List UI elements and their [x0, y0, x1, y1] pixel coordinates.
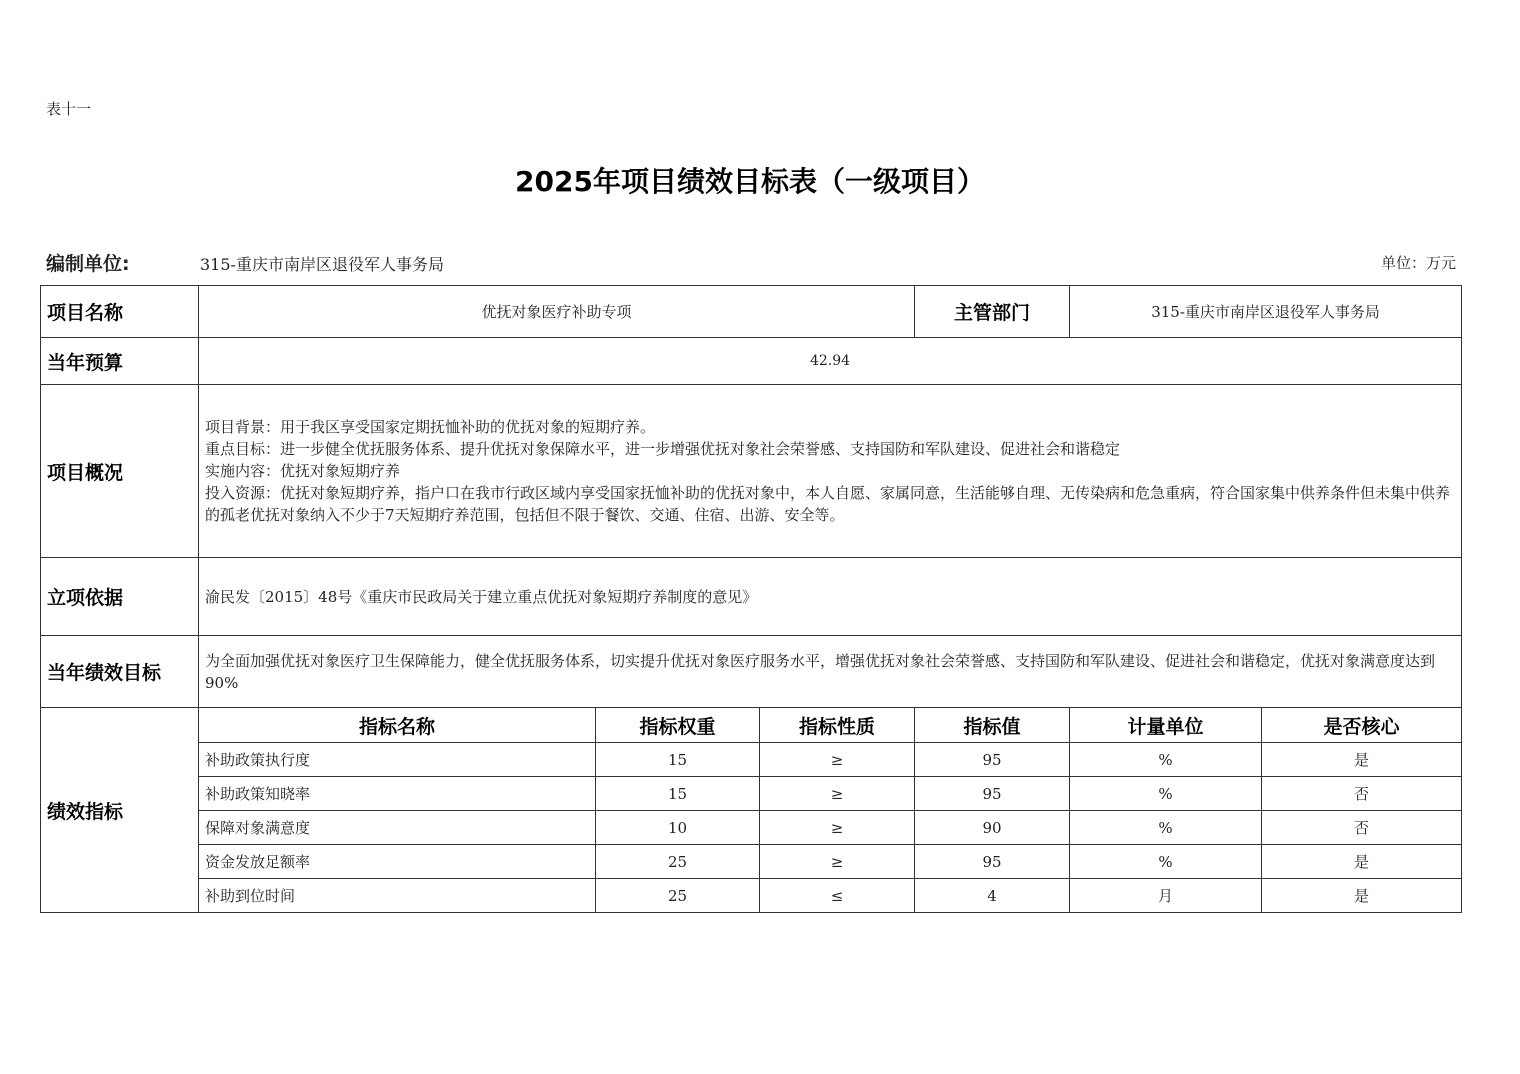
table-row — [41, 845, 1462, 879]
indicator-weight: 25 — [596, 845, 760, 879]
overview-row — [41, 385, 1462, 558]
indicator-nature: ≥ — [760, 845, 915, 879]
indicator-weight: 15 — [596, 743, 760, 777]
indicator-value: 95 — [915, 777, 1070, 811]
budget-value: 42.94 — [199, 338, 1462, 385]
indicator-weight: 15 — [596, 777, 760, 811]
indicator-value: 95 — [915, 743, 1070, 777]
compiler-value: 315-重庆市南岸区退役军人事务局 — [200, 255, 444, 274]
budget-row — [41, 338, 1462, 385]
header-unit: 计量单位 — [1070, 708, 1262, 743]
header-weight: 指标权重 — [596, 708, 760, 743]
goal-value: 为全面加强优抚对象医疗卫生保障能力，健全优抚服务体系，切实提升优抚对象医疗服务水平，增强优抚对象社会荣誉感、支持国防和军队建设、促进社会和谐稳定，优抚对象满意度达到90% — [199, 636, 1462, 708]
currency-unit: 单位：万元 — [1380, 254, 1456, 272]
indicator-nature: ≤ — [760, 879, 915, 913]
basis-label: 立项依据 — [41, 558, 199, 636]
overview-line: 实施内容：优抚对象短期疗养 — [205, 462, 401, 480]
header-core: 是否核心 — [1262, 708, 1462, 743]
indicator-weight: 10 — [596, 811, 760, 845]
basis-value: 渝民发〔2015〕48号《重庆市民政局关于建立重点优抚对象短期疗养制度的意见》 — [199, 558, 1462, 636]
indicator-unit: % — [1070, 777, 1262, 811]
overview-label: 项目概况 — [41, 385, 199, 558]
header-name: 指标名称 — [199, 708, 596, 743]
table-row — [41, 879, 1462, 913]
indicator-value: 4 — [915, 879, 1070, 913]
indicator-nature: ≥ — [760, 777, 915, 811]
table-row — [41, 743, 1462, 777]
compiler-label: 编制单位: — [46, 253, 130, 275]
indicator-value: 90 — [915, 811, 1070, 845]
header-nature: 指标性质 — [760, 708, 915, 743]
project-name-label: 项目名称 — [41, 286, 199, 338]
indicator-core: 是 — [1262, 743, 1462, 777]
table-row — [41, 777, 1462, 811]
overview-line: 重点目标：进一步健全优抚服务体系、提升优抚对象保障水平，进一步增强优抚对象社会荣誉感、支持国防和军队建设、促进社会和谐稳定 — [205, 440, 1121, 458]
department-label: 主管部门 — [915, 286, 1070, 338]
overview-line: 项目背景：用于我区享受国家定期抚恤补助的优抚对象的短期疗养。 — [205, 418, 656, 436]
budget-label: 当年预算 — [41, 338, 199, 385]
indicator-core: 否 — [1262, 811, 1462, 845]
indicator-core: 是 — [1262, 845, 1462, 879]
overview-content — [199, 385, 1462, 558]
indicator-unit: % — [1070, 811, 1262, 845]
indicator-core: 否 — [1262, 777, 1462, 811]
basis-row — [41, 558, 1462, 636]
indicator-header-row — [41, 708, 1462, 743]
indicator-name: 补助到位时间 — [199, 879, 596, 913]
performance-table — [40, 285, 1462, 913]
indicator-unit: 月 — [1070, 879, 1262, 913]
project-name-value: 优抚对象医疗补助专项 — [199, 286, 915, 338]
overview-line: 投入资源：优抚对象短期疗养，指户口在我市行政区域内享受国家抚恤补助的优抚对象中，本人自愿、家属同意，生活能够自理、无传染病和危急重病，符合国家集中供养条件但未集中供养的孤老优抚对象纳入不少于7天短期疗养范围，包括但不限于餐饮、交通、住宿、出游、安全等。 — [205, 484, 1451, 524]
indicator-core: 是 — [1262, 879, 1462, 913]
indicator-name: 补助政策知晓率 — [199, 777, 596, 811]
page-title: 2025年项目绩效目标表（一级项目） — [515, 165, 985, 198]
indicators-label: 绩效指标 — [41, 708, 199, 913]
indicator-weight: 25 — [596, 879, 760, 913]
indicator-unit: % — [1070, 743, 1262, 777]
indicator-value: 95 — [915, 845, 1070, 879]
indicator-nature: ≥ — [760, 743, 915, 777]
goal-label: 当年绩效目标 — [41, 636, 199, 708]
indicator-name: 资金发放足额率 — [199, 845, 596, 879]
table-label: 表十一 — [46, 100, 92, 118]
indicator-unit: % — [1070, 845, 1262, 879]
table-row — [41, 811, 1462, 845]
indicator-nature: ≥ — [760, 811, 915, 845]
project-name-row — [41, 286, 1462, 338]
indicator-name: 补助政策执行度 — [199, 743, 596, 777]
department-value: 315-重庆市南岸区退役军人事务局 — [1070, 286, 1462, 338]
indicator-name: 保障对象满意度 — [199, 811, 596, 845]
header-value: 指标值 — [915, 708, 1070, 743]
goal-row — [41, 636, 1462, 708]
